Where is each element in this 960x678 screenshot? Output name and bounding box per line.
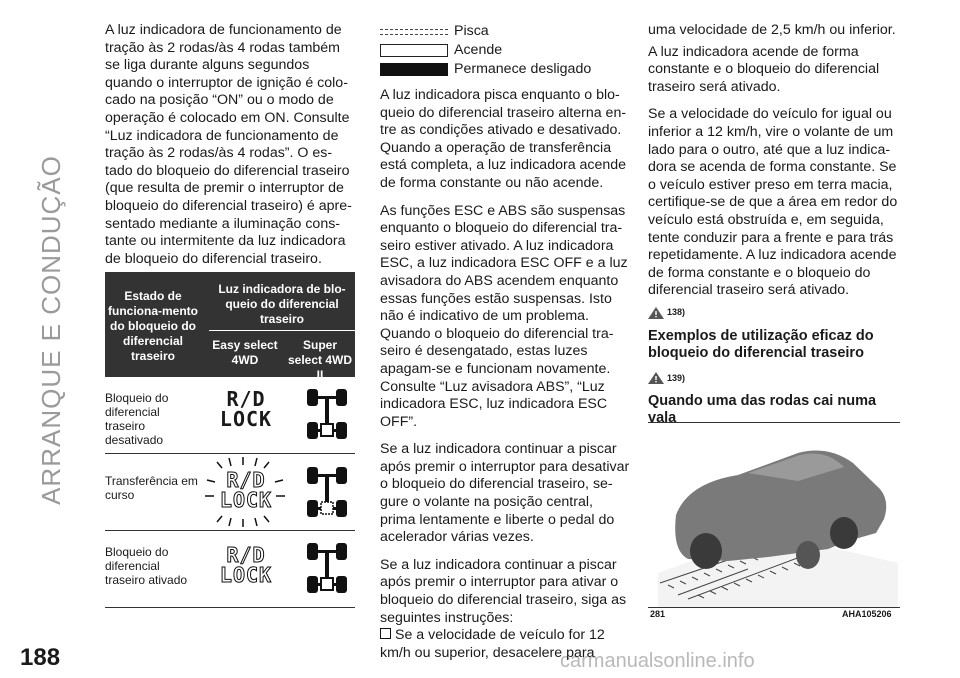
on-swatch xyxy=(380,44,448,57)
column-1 xyxy=(105,22,357,278)
rd-lock-line1: R/D xyxy=(226,543,266,567)
paragraph: Se a luz indicadora continuar a piscar após premir o interruptor para desativar o bloqueio do diferencial traseiro, se-gure o volante na posição central, prima lentamente e liberte o pedal do acelerador várias vezes. xyxy=(380,441,630,546)
rd-lock-line2: LOCK xyxy=(219,563,273,587)
watermark: carmanualsonline.info xyxy=(560,650,755,672)
warning-ref-number: 138) xyxy=(667,306,686,317)
column-3 xyxy=(648,22,900,435)
drivetrain-icon xyxy=(303,539,351,597)
rd-lock-line1: R/D xyxy=(226,387,266,411)
header-super-select: Super select 4WD II xyxy=(287,338,353,382)
figure-vehicle-in-ditch xyxy=(648,422,900,608)
drivetrain-icon xyxy=(303,385,351,443)
rd-lock-line1: R/D xyxy=(226,468,266,492)
checklist-item xyxy=(380,627,632,662)
paragraph: Se a velocidade do veículo for igual ou inferior a 12 km/h, vire o volante de um lado para o outro, até que a luz indica-dora se acenda de forma constante. Se o veículo estiver preso em terra macia, certifique-se de que a área em redor do veículo está obstruída e, em seguida, tente conduzir para a frente e para trás repetidamente. A luz indicadora acende de forma constante e o bloqueio do diferencial traseiro será ativado. xyxy=(648,106,898,299)
header-state: Estado de funciona-mento do bloqueio do diferencial traseiro xyxy=(108,289,198,363)
rd-lock-line2: LOCK xyxy=(219,488,273,512)
section-heading: Quando uma das rodas cai numa vala xyxy=(648,393,877,427)
paragraph: uma velocidade de 2,5 km/h ou inferior. xyxy=(648,22,896,38)
status-table xyxy=(105,272,355,608)
figure-code: AHA105206 xyxy=(842,609,892,619)
warning-ref-1 xyxy=(648,304,900,322)
vehicle-illustration xyxy=(648,423,900,607)
legend-blink-label: Pisca xyxy=(454,22,489,39)
table-row xyxy=(105,454,355,531)
warning-ref-2 xyxy=(648,370,900,388)
legend-off xyxy=(380,60,632,79)
checkbox-icon xyxy=(380,628,391,639)
paragraph: A luz indicadora acende de forma constante e o bloqueio do diferencial traseiro será ativado. xyxy=(648,43,880,95)
chapter-side-title: ARRANQUE E CONDUÇÃO xyxy=(36,155,66,505)
table-row xyxy=(105,377,355,454)
table-row xyxy=(105,531,355,608)
rd-lock-icon xyxy=(215,545,277,585)
warning-ref-number: 139) xyxy=(667,372,686,383)
intro-paragraph: A luz indicadora de funcionamento de tração às 2 rodas/às 4 rodas também se liga durante alguns segundos quando o interruptor de ignição é colo-cado na posição “ON” ou o modo de operação é colocado em ON. Consulte “Luz indicadora de funcionamento de tração às 2 rodas/às 4 rodas”. O es-tado do bloqueio do diferencial traseiro (que resulta de premir o interruptor de bloqueio do diferencial traseiro) é apre-sentado mediante a iluminação cons-tante ou intermitente da luz indicadora de bloqueio do diferencial traseiro. xyxy=(105,22,352,267)
rd-lock-icon xyxy=(215,389,277,429)
drivetrain-icon xyxy=(303,463,351,521)
header-divider xyxy=(209,330,355,331)
warning-icon xyxy=(648,307,664,319)
checklist-text: Se a velocidade de veículo for 12 km/h ou superior, desacelere para xyxy=(380,627,605,661)
column-2 xyxy=(380,22,632,662)
off-swatch xyxy=(380,63,448,76)
legend-blink xyxy=(380,22,632,41)
table-header xyxy=(105,272,355,382)
row-label: Bloqueio do diferencial traseiro desativado xyxy=(105,391,169,447)
paragraph: A luz indicadora pisca enquanto o blo-queio do diferencial traseiro alterna en-tre as condições ativado e desativado. Quando a operação de transferência está completa, a luz indicadora acende de forma constante ou não acende. xyxy=(380,87,627,191)
legend-on xyxy=(380,41,632,60)
legend-off-label: Permanece desligado xyxy=(454,60,592,77)
blink-swatch xyxy=(380,29,448,35)
warning-icon xyxy=(648,372,664,384)
rd-lock-line2: LOCK xyxy=(219,407,273,431)
page-number: 188 xyxy=(20,644,61,671)
header-light: Luz indicadora de blo-queio do diferencial traseiro xyxy=(218,282,346,326)
header-easy-select: Easy select 4WD xyxy=(212,338,278,367)
figure-number: 281 xyxy=(650,609,666,619)
paragraph: As funções ESC e ABS são suspensas enquanto o bloqueio do diferencial tra-seiro estiver ativado. A luz indicadora ESC, a luz indicadora ESC OFF e a luz avisadora do ABS acendem enquanto essas funções estão suspensas. Isto não é indicativo de um problema. Quando o bloqueio do diferencial tra-seiro é desengatado, estas luzes apagam-se e funcionam novamente. Consulte “Luz avisadora ABS”, “Luz indicadora ESC, luz indicadora ESC OFF”. xyxy=(380,202,628,430)
legend-on-label: Acende xyxy=(454,41,503,58)
row-label: Bloqueio do diferencial traseiro ativado xyxy=(105,545,188,587)
row-label: Transferência em curso xyxy=(105,474,198,502)
section-heading: Exemplos de utilização eficaz do bloqueio do diferencial traseiro xyxy=(648,327,874,361)
paragraph: Se a luz indicadora continuar a piscar após premir o interruptor para ativar o bloqueio do diferencial traseiro, siga as seguintes instruções: xyxy=(380,556,627,626)
rd-lock-icon xyxy=(215,470,277,510)
